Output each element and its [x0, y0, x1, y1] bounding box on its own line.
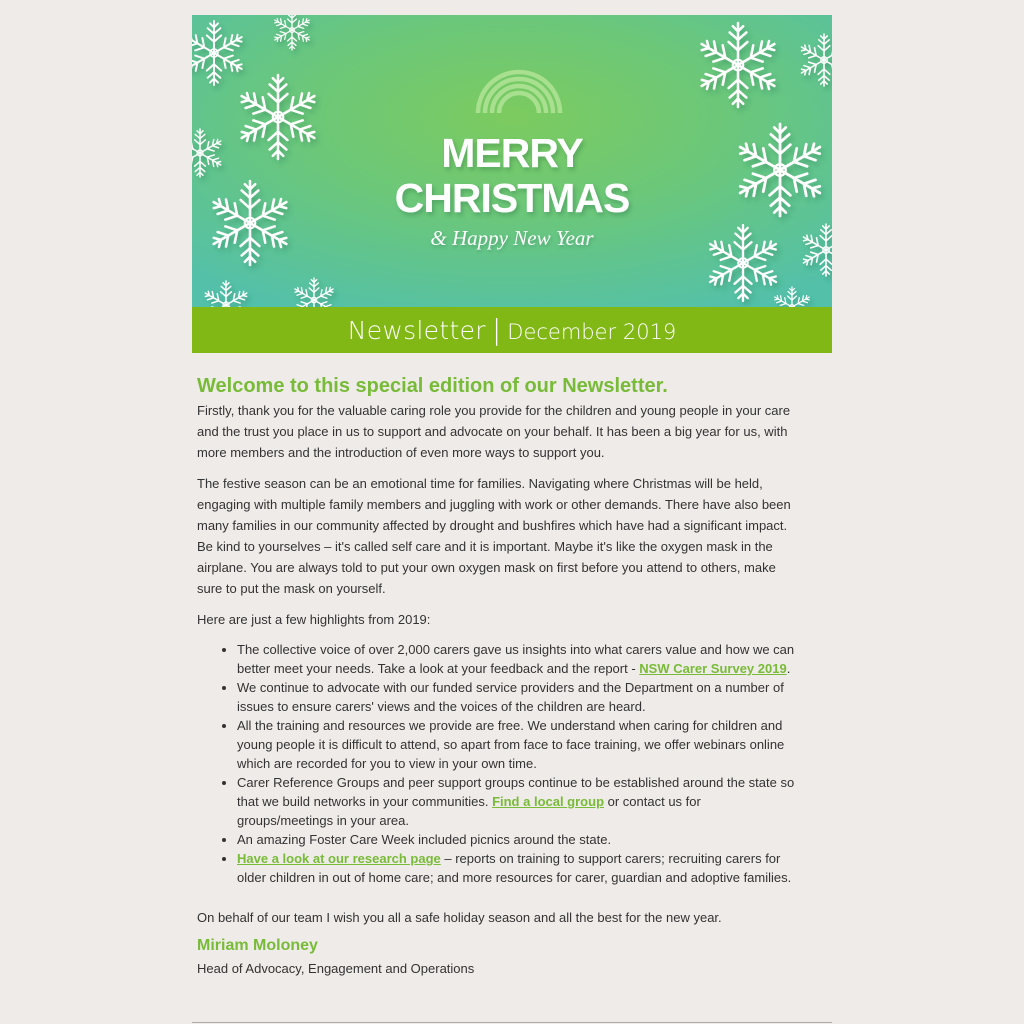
newsletter-body [192, 353, 832, 979]
highlights-intro: Here are just a few highlights from 2019: [197, 612, 431, 627]
list-item: • An amazing Foster Care Week included picnics around the state. [237, 830, 797, 849]
list-item-text: Carer Reference Groups and peer support groups continue to be established around the state so that we build networks in your communities. [237, 775, 795, 809]
list-item-text: The collective voice of over 2,000 carers gave us insights into what carers value and how we can better meet your needs. Take a look at your feedback and the report - [237, 642, 795, 676]
signature-role: Head of Advocacy, Engagement and Operations [197, 961, 475, 976]
newsletter-email [192, 15, 832, 1024]
signoff-paragraph: On behalf of our team I wish you all a safe holiday season and all the best for the new year. [197, 910, 722, 925]
list-item: • All the training and resources we provide are free. We understand when caring for children and young people it is difficult to attend, so apart from face to face training, we offer webinars online which are recorded for you to view in your own time. [237, 716, 797, 773]
newsletter-date-banner [192, 307, 832, 353]
banner-date: December 2019 [507, 320, 677, 344]
research-page-link[interactable]: Have a look at our research page [237, 851, 441, 866]
hero-subtitle: & Happy New Year [430, 226, 594, 250]
footer-divider [192, 1022, 832, 1023]
list-item: • We continue to advocate with our funded service providers and the Department on a number of issues to ensure carers' views and the voices of the children are heard. [237, 678, 797, 716]
hero-title-line2: CHRISTMAS [394, 175, 630, 221]
find-local-group-link[interactable]: Find a local group [492, 794, 605, 809]
hero-title-line1: MERRY [441, 130, 583, 176]
list-item [237, 640, 797, 678]
banner-separator: | [491, 313, 502, 346]
intro-paragraph: Firstly, thank you for the valuable caring role you provide for the children and young people in your care and the trust you place in us to support and advocate on your behalf. It has been a big year for us, with more members and the introduction of even more ways to support you. [197, 403, 791, 460]
banner-label: Newsletter [347, 316, 486, 345]
signature-name: Miriam Moloney [197, 937, 318, 954]
carer-survey-link[interactable]: NSW Carer Survey 2019 [639, 661, 787, 676]
list-item-text: or contact us for groups/meetings in your area. [237, 794, 701, 828]
welcome-heading: Welcome to this special edition of our Newsletter. [197, 375, 668, 397]
list-item-text: – reports on training to support carers; recruiting carers for older children in out of home care; and more resources for carer, guardian and adoptive families. [237, 851, 792, 885]
list-item [237, 849, 797, 887]
hero-title [192, 130, 832, 221]
list-item [237, 773, 797, 830]
christmas-hero-banner [192, 15, 832, 307]
festive-season-paragraph: The festive season can be an emotional time for families. Navigating where Christmas will be held, engaging with multiple family members and juggling with work or other demands. There have also been many families in our community affected by drought and bushfires which have had a significant impact. Be kind to yourselves – it's called self care and it is important. Maybe it's like the oxygen mask in the airplane. You are always told to put your own oxygen mask on first before you attend to others, make sure to put the mask on yourself. [197, 476, 791, 596]
highlights-list [197, 640, 797, 887]
list-item-text: . [786, 661, 791, 676]
